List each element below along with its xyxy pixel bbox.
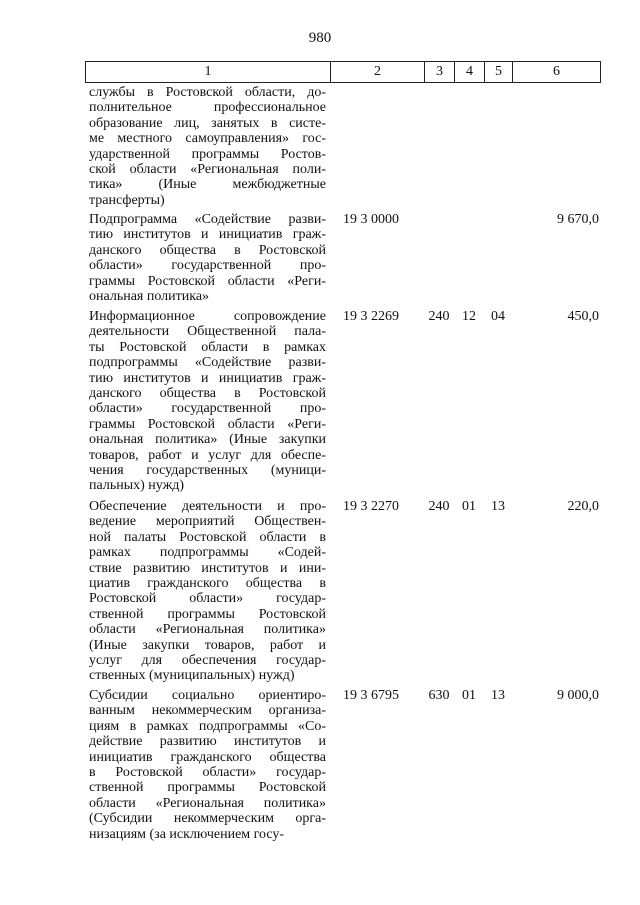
- description-line: ственной программы Ростовской: [89, 606, 326, 622]
- description-line: действие развитию институтов и: [89, 734, 326, 750]
- description-line: данского общества в Ростовской: [89, 242, 326, 258]
- description-line: данского общества в Ростовской: [89, 386, 326, 402]
- description-line: Обеспечение деятельности и про-: [89, 499, 326, 514]
- row-description: [89, 212, 326, 304]
- description-line: тика» (Иные межбюджетные: [89, 177, 326, 193]
- subsection-code: 04: [491, 309, 505, 324]
- description-line: циям в рамках подпрограммы «Со-: [89, 718, 326, 734]
- target-code: 19 3 2269: [343, 309, 399, 324]
- description-line: Ростовской области» государ-: [89, 591, 326, 607]
- description-line: ведение мероприятий Обществен-: [89, 514, 326, 530]
- description-line: области «Региональная политика»: [89, 622, 326, 638]
- row-description: [89, 85, 326, 208]
- row-description: [89, 309, 326, 494]
- section-code: 01: [462, 688, 476, 703]
- page-number: 980: [308, 30, 332, 46]
- description-line: деятельности Общественной пала-: [89, 324, 326, 340]
- description-line: подпрограммы «Содействие разви-: [89, 355, 326, 371]
- description-line: низациям (за исключением госу-: [89, 826, 285, 842]
- header-col-2: 2: [331, 62, 425, 83]
- header-col-1: 1: [86, 62, 331, 83]
- description-line: ствие развитию институтов и ини-: [89, 560, 326, 576]
- description-line: инициатив гражданского общества: [89, 749, 326, 765]
- amount: 9 670,0: [557, 212, 599, 227]
- expense-type: 240: [428, 499, 450, 514]
- description-line: ональная политика»: [89, 289, 210, 305]
- description-line: ме местного самоуправления» гос-: [89, 131, 326, 147]
- description-line: ванным некоммерческим организа-: [89, 703, 326, 719]
- description-line: образование лиц, занятых в систе-: [89, 115, 326, 131]
- description-line: (Иные закупки товаров, работ и: [89, 637, 326, 653]
- description-line: в Ростовской области» государ-: [89, 765, 326, 781]
- description-line: ственной программы Ростовской: [89, 780, 326, 796]
- description-line: услуг для обеспечения государ-: [89, 653, 326, 669]
- description-line: граммы Ростовской области «Реги-: [89, 416, 326, 432]
- column-number-header: [85, 61, 601, 83]
- description-line: области «Региональная политика»: [89, 795, 326, 811]
- description-line: ской области «Региональная поли-: [89, 162, 326, 178]
- description-line: Информационное сопровождение: [89, 309, 326, 324]
- amount: 220,0: [567, 499, 599, 514]
- amount: 9 000,0: [557, 688, 599, 703]
- row-description: [89, 688, 326, 842]
- description-line: чения государственных (муници-: [89, 463, 326, 479]
- expense-type: 240: [428, 309, 450, 324]
- row-description: [89, 499, 326, 684]
- description-line: пальных) нужд): [89, 478, 185, 494]
- header-col-6: 6: [513, 62, 601, 83]
- description-line: ственных (муниципальных) нужд): [89, 668, 295, 684]
- description-line: области» государственной про-: [89, 401, 326, 417]
- target-code: 19 3 6795: [343, 688, 399, 703]
- description-line: тию институтов и инициатив граж-: [89, 227, 326, 243]
- header-col-5: 5: [485, 62, 513, 83]
- description-line: граммы Ростовской области «Реги-: [89, 273, 326, 289]
- description-line: рамках подпрограммы «Содей-: [89, 545, 326, 561]
- description-line: трансферты): [89, 192, 165, 208]
- expense-type: 630: [428, 688, 450, 703]
- section-code: 12: [462, 309, 476, 324]
- section-code: 01: [462, 499, 476, 514]
- subsection-code: 13: [491, 688, 505, 703]
- description-line: области» государственной про-: [89, 258, 326, 274]
- description-line: (Субсидии некоммерческим орга-: [89, 811, 326, 827]
- description-line: Субсидии социально ориентиро-: [89, 688, 326, 703]
- description-line: ональная политика» (Иные закупки: [89, 432, 326, 448]
- description-line: ной палаты Ростовской области в: [89, 529, 326, 545]
- description-line: тию институтов и инициатив граж-: [89, 370, 326, 386]
- description-line: товаров, работ и услуг для обеспе-: [89, 447, 326, 463]
- description-line: ты Ростовской области в рамках: [89, 339, 326, 355]
- description-line: службы в Ростовской области, до-: [89, 85, 326, 100]
- description-line: Подпрограмма «Содействие разви-: [89, 212, 326, 227]
- header-col-3: 3: [425, 62, 455, 83]
- description-line: ударственной программы Ростов-: [89, 146, 326, 162]
- amount: 450,0: [567, 309, 599, 324]
- subsection-code: 13: [491, 499, 505, 514]
- target-code: 19 3 2270: [343, 499, 399, 514]
- target-code: 19 3 0000: [343, 212, 399, 227]
- description-line: циатив гражданского общества в: [89, 576, 326, 592]
- description-line: полнительное профессиональное: [89, 100, 326, 116]
- header-col-4: 4: [455, 62, 485, 83]
